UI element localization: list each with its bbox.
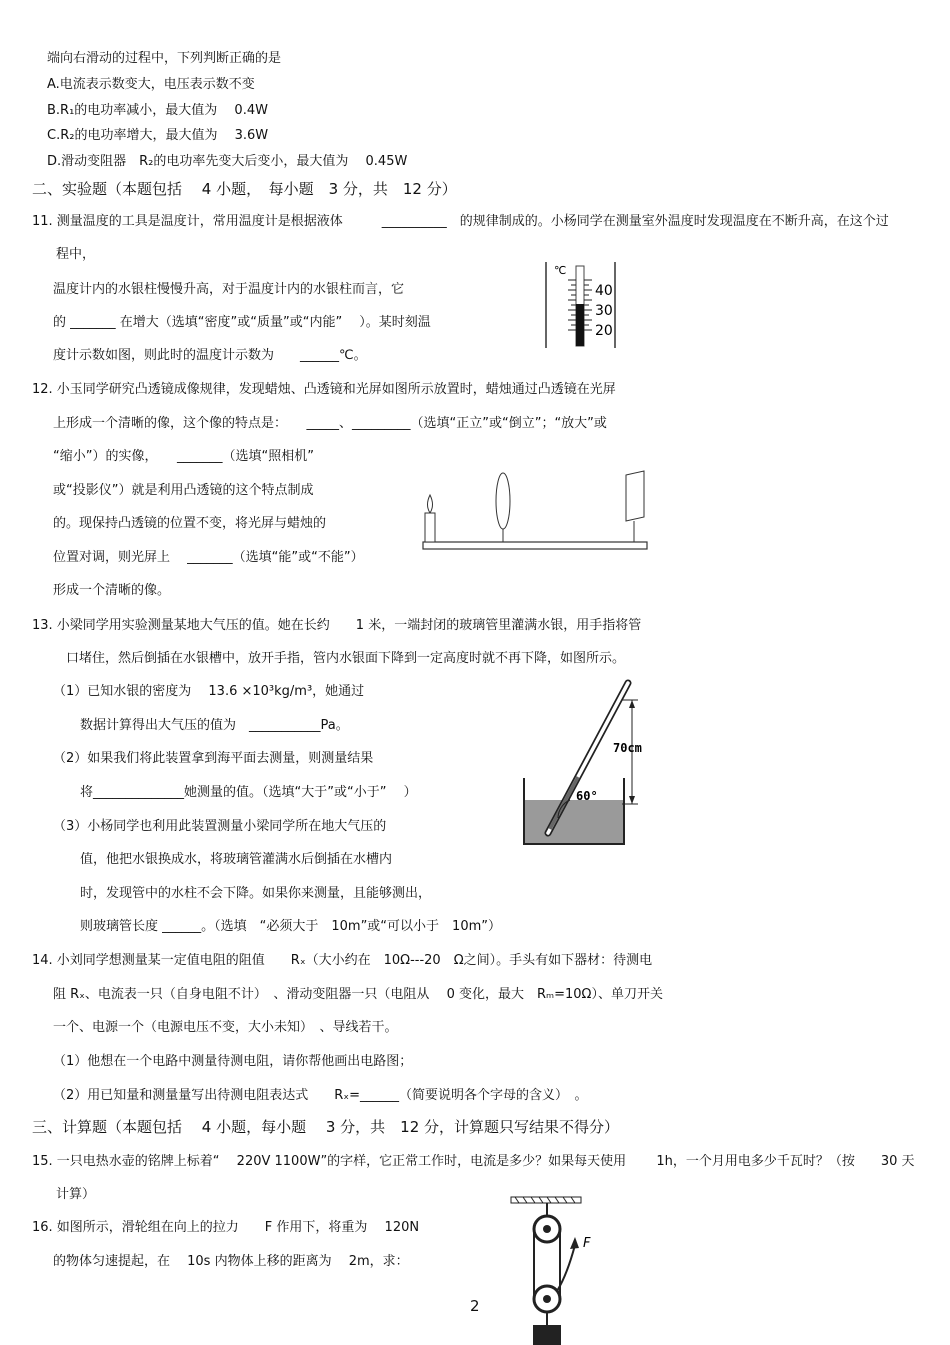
thermometer-tick-30: 30 [595,303,613,319]
convex-lens [496,473,510,529]
pulley-figure [505,1195,605,1345]
q12-line-5: 的。现保持凸透镜的位置不变，将光屏与蜡烛的 [53,516,327,531]
q14-line-4: （1）他想在一个电路中测量待测电阻，请你帮他画出电路图； [53,1054,413,1069]
q13-line-1: 13. 小梁同学用实验测量某地大气压的值。她在长约 1 米，一端封闭的玻璃管里灌满水银，用手指将管 [32,618,642,633]
q11-line-5: 度计示数如图，则此时的温度计示数为 ______℃。 [53,348,367,363]
lens-bench-figure [415,465,655,557]
q14-line-2: 阻 Rₓ、电流表一只（自身电阻不计） 、滑动变阻器一只（电阻从 0 变化，最大 Rₘ=10Ω）、单刀开关 [53,987,663,1002]
q10-option-d: D.滑动变阻器 R₂的电功率先变大后变小，最大值为 0.45W [47,154,408,169]
height-label: 70cm [613,741,642,755]
q10-option-c: C.R₂的电功率增大，最大值为 3.6W [47,128,269,143]
mercury-trough-liquid [524,800,624,844]
q13-line-9: 时，发现管中的水柱不会下降。如果你来测量，且能够测出， [80,886,432,901]
q10-option-b: B.R₁的电功率减小，最大值为 0.4W [47,103,268,118]
q13-line-4: 数据计算得出大气压的值为 ___________Pa。 [80,718,349,733]
q12-line-1: 12. 小玉同学研究凸透镜成像规律，发现蜡烛、凸透镜和光屏如图所示放置时，蜡烛通过凸透镜在光屏 [32,382,616,397]
candle-flame [428,495,433,513]
q16-line-2: 的物体匀速提起，在 10s 内物体上移的距离为 2m，求： [53,1254,409,1269]
mercury-column [576,304,584,346]
q11-line-3: 温度计内的水银柱慢慢升高，对于温度计内的水银柱而言，它 [53,282,405,297]
section-3-heading: 三、计算题（本题包括 4 小题，每小题 3 分，共 12 分，计算题只写结果不得分） [32,1118,620,1136]
q10-option-a: A.电流表示数变大，电压表示数不变 [47,77,255,92]
q13-line-2: 口堵住，然后倒插在水银槽中，放开手指，管内水银面下降到一定高度时就不再下降，如图所示。 [66,651,626,666]
q13-line-7: （3）小杨同学也利用此装置测量小梁同学所在地大气压的 [53,819,387,834]
section-2-heading: 二、实验题（本题包括 4 小题， 每小题 3 分，共 12 分） [32,180,457,198]
q15-line-1: 15. 一只电热水壶的铭牌上标着“ 220V 1100W”的字样，它正常工作时，电流是多少？如果每天使用 1h，一个月用电多少千瓦时？（按 30 天 [32,1154,915,1169]
q13-line-5: （2）如果我们将此装置拿到海平面去测量，则测量结果 [53,751,374,766]
q11-line-1: 11. 测量温度的工具是温度计，常用温度计是根据液体 __________ 的规律制成的。小杨同学在测量室外温度时发现温度在不断升高，在这个过 [32,214,889,229]
load-block [533,1325,561,1345]
q12-line-7: 形成一个清晰的像。 [53,583,171,598]
q11-line-4: 的 _______ 在增大（选填“密度”或“质量”或“内能” ）。某时刻温 [53,315,431,330]
angle-label: 60° [576,789,598,803]
q14-line-5: （2）用已知量和测量量写出待测电阻表达式 Rₓ=______（简要说明各个字母的含义） 。 [53,1088,588,1103]
q14-line-1: 14. 小刘同学想测量某一定值电阻的阻值 Rₓ（大小约在 10Ω---20 Ω之间）。手头有如下器材：待测电 [32,953,653,968]
q13-line-3: （1）已知水银的密度为 13.6 ×10³kg/m³，她通过 [53,684,365,699]
q13-line-6: 将______________她测量的值。（选填“大于”或“小于” ） [80,785,417,800]
q12-line-2: 上形成一个清晰的像，这个像的特点是： _____、_________（选填“正立”或“倒立”；“放大”或 [53,416,607,431]
q12-line-6: 位置对调，则光屏上 _______（选填“能”或“不能”） [53,550,364,565]
q10-stem: 端向右滑动的过程中，下列判断正确的是 [47,51,282,66]
thermometer-figure [540,258,625,350]
page-number: 2 [470,1297,480,1315]
thermometer-tick-40: 40 [595,283,613,299]
q13-line-10: 则玻璃管长度 ______。（选填 “必须大于 10m”或“可以小于 10m”） [80,919,501,934]
light-screen [626,471,644,521]
q15-line-2: 计算） [56,1187,96,1202]
force-arrow [570,1237,579,1249]
q14-line-3: 一个、电源一个（电源电压不变，大小未知） 、导线若干。 [53,1020,398,1035]
barometer-figure [518,678,658,848]
thermometer-unit-label: ℃ [554,264,567,277]
optical-bench [423,542,647,549]
ceiling [511,1197,581,1203]
q11-line-2: 程中， [56,247,96,262]
q13-line-8: 值，他把水银换成水，将玻璃管灌满水后倒插在水槽内 [80,852,393,867]
q12-line-4: 或“投影仪”）就是利用凸透镜的这个特点制成 [53,483,314,498]
thermometer-tick-20: 20 [595,323,613,339]
candle [425,513,435,542]
q16-line-1: 16. 如图所示，滑轮组在向上的拉力 F 作用下，将重为 120N [32,1220,420,1235]
force-label: F [583,1236,591,1251]
q12-line-3: “缩小”）的实像， _______（选填“照相机” [53,449,314,464]
